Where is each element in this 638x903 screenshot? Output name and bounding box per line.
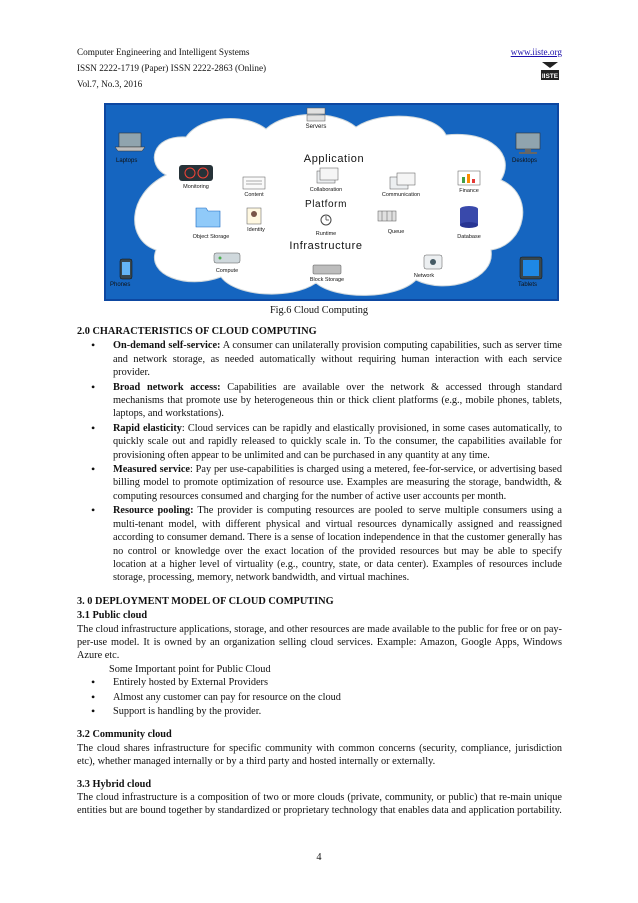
identity-icon [247,208,261,224]
journal-url-link[interactable]: www.iiste.org [510,47,562,57]
journal-volume: Vol.7, No.3, 2016 [77,79,143,89]
logo-text: IISTE [541,73,559,80]
iiste-logo [539,60,561,82]
label-compute: Compute [215,268,239,274]
label-queue: Queue [387,229,405,235]
figure-caption: Fig.6 Cloud Computing [269,305,369,316]
subsection-heading-hybrid: 3.3 Hybrid cloud [77,778,152,790]
list-item: • On-demand self-service: A consumer can unilaterally provision computing capabilities, such as server time and network storage, as needed automatically without requiring human interaction with each service provider. [77,339,562,379]
label-object-storage: Object Storage [192,234,230,240]
phone-icon [120,259,132,279]
cloud-diagram [106,105,557,299]
subsection-heading-public: 3.1 Public cloud [77,610,148,622]
label-finance: Finance [459,188,479,194]
label-communication: Communication [381,192,421,198]
paper-body [77,325,562,818]
list-item: • Resource pooling: The provider is computing resources are pooled to serve multiple consumers using a multi-tenant model, with different physical and virtual resources dynamically assigned and reassigned according to consumer demand. There is a sense of location independence in that the customer generally has no control or knowledge over the exact location of the provided resources but may be able to specify location at a higher level of virtuality (e.g., country, state, or data center). Examples of resources include storage, processing, memory, network bandwidth, and virtual machines. [77,504,562,584]
block-storage-icon [313,265,341,274]
queue-icon [378,211,396,221]
collaboration-icon [317,168,338,183]
label-laptops: Laptops [116,158,138,164]
page-number: 4 [316,852,322,863]
public-points-intro: Some Important point for Public Cloud [109,663,271,675]
list-item: • Broad network access: Capabilities are available over the network & accessed through standard mechanisms that promote use by heterogeneous thin or thick client platforms (e.g., mobile phones, tablets, laptops, and workstations). [77,381,562,421]
desktop-icon [516,133,540,154]
database-icon [460,206,478,228]
public-points-list [77,676,562,718]
characteristics-list [77,339,562,584]
label-block-storage: Block Storage [309,277,345,283]
label-content: Content [244,192,264,198]
label-collaboration: Collaboration [309,187,343,193]
label-network: Network [413,273,435,279]
laptop-icon [115,133,145,151]
section-heading-characteristics: 2.0 CHARACTERISTICS OF CLOUD COMPUTING [77,326,317,337]
compute-icon [214,253,240,263]
label-application: Application [303,153,365,165]
list-item: • Measured service: Pay per use-capabilities is charged using a metered, fee-for-service, or advertising based billing model to promote optimization of resource use. Examples are measuring the storage, bandwidth, & computing resources consumed and charging for the number of active user accounts per month. [77,463,562,503]
label-servers: Servers [305,124,327,130]
label-tablets: Tablets [518,282,538,288]
network-icon [424,255,442,269]
paragraph-hybrid: The cloud infrastructure is a composition of two or more clouds (private, community, or public) that re-main unique entities but are bound together by standardized or proprietary technology that enables data and application portability. [77,792,562,817]
label-database: Database [457,234,481,240]
list-item: • Almost any customer can pay for resource on the cloud [77,691,562,704]
list-item: • Support is handling by the provider. [77,705,562,718]
journal-header [77,44,562,92]
cloud-computing-figure [104,103,559,301]
label-phones: Phones [110,282,131,288]
label-identity: Identity [247,227,265,233]
section-heading-deployment: 3. 0 DEPLOYMENT MODEL OF CLOUD COMPUTING [77,595,334,607]
label-platform: Platform [304,199,348,210]
content-icon [243,177,265,189]
tablet-icon [520,257,542,279]
label-runtime: Runtime [315,231,337,237]
finance-icon [458,171,480,185]
label-monitoring: Monitoring [183,184,209,190]
journal-issn: ISSN 2222-1719 (Paper) ISSN 2222-2863 (Online) [77,63,267,73]
list-item: • Rapid elasticity: Cloud services can be rapidly and elastically provisioned, in some cases automatically, to quickly scale out and rapidly released to quickly scale in. To the consumer, the capabilities available for provisioning often appear to be unlimited and can be purchased in any quantity at any time. [77,422,562,462]
monitoring-icon [179,165,213,181]
label-desktops: Desktops [512,158,538,164]
subsection-heading-community: 3.2 Community cloud [77,729,172,741]
paragraph-community: The cloud shares infrastructure for specific community with common concerns (security, compliance, jurisdiction etc), whether managed internally or by a third party and hosted internally or externally. [77,742,562,768]
object-storage-icon [196,208,220,227]
paragraph-public: The cloud infrastructure applications, storage, and other resources are made available to the public for free or on pay-per-use model. It is owned by an organization selling cloud services. Example: Amazon, Google Apps, Windows Azure etc. [77,623,562,662]
journal-name: Computer Engineering and Intelligent Systems [77,47,250,57]
list-item: • Entirely hosted by External Providers [77,676,562,689]
label-infrastructure: Infrastructure [289,240,363,252]
